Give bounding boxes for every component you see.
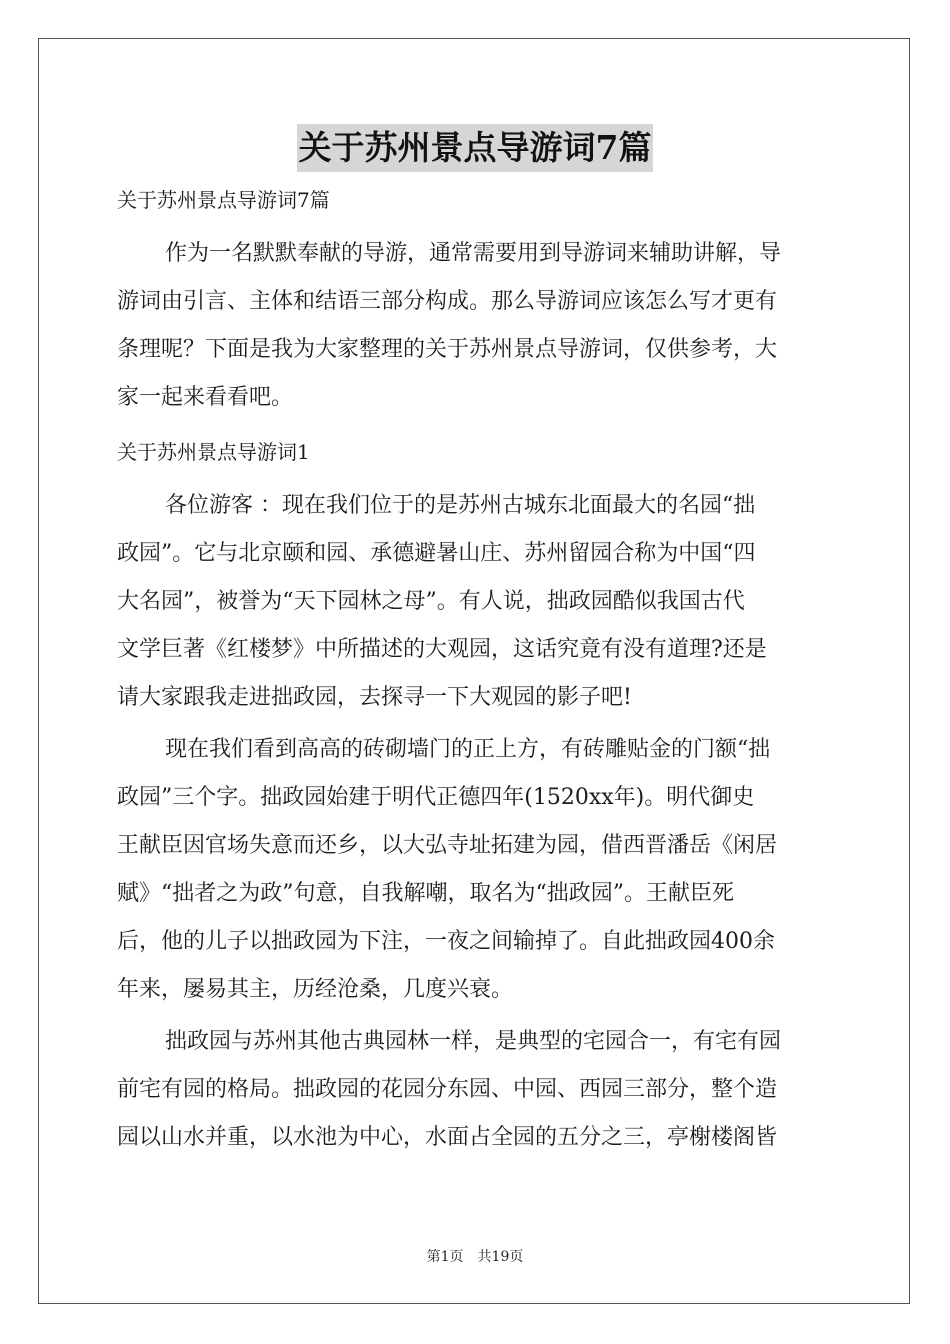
paragraph-line: 条理呢？下面是我为大家整理的关于苏州景点导游词，仅供参考，大 — [117, 337, 778, 362]
paragraph-line: 政园”三个字。拙政园始建于明代正德四年(1520xx年)。明代御史 — [117, 785, 755, 810]
page-footer — [0, 1246, 950, 1266]
paragraph-line: 游词由引言、主体和结语三部分构成。那么导游词应该怎么写才更有 — [117, 289, 778, 314]
intro-paragraph — [117, 230, 837, 422]
document-body — [117, 176, 837, 1162]
paragraph-line: 园以山水并重，以水池为中心，水面占全园的五分之三，亭榭楼阁皆 — [117, 1125, 778, 1150]
paragraph-line: 赋》“拙者之为政”句意，自我解嘲，取名为“拙政园”。王献臣死 — [117, 881, 734, 906]
section-heading: 关于苏州景点导游词1 — [117, 440, 310, 464]
paragraph-line: 拙政园与苏州其他古典园林一样，是典型的宅园合一，有宅有园 — [165, 1029, 782, 1054]
paragraph-line: 各位游客 ：现在我们位于的是苏州古城东北面最大的名园“拙 — [165, 493, 756, 518]
paragraph-line: 大名园”，被誉为“天下园林之母”。有人说，拙政园酷似我国古代 — [117, 589, 745, 614]
paragraph-2 — [117, 726, 837, 1014]
paragraph-line: 前宅有园的格局。拙政园的花园分东园、中园、西园三部分，整个造 — [117, 1077, 778, 1102]
document-subtitle: 关于苏州景点导游词7篇 — [117, 188, 330, 212]
paragraph-line: 文学巨著《红楼梦》中所描述的大观园，这话究竟有没有道理?还是 — [117, 637, 767, 662]
paragraph-line: 王献臣因官场失意而还乡，以大弘寺址拓建为园，借西晋潘岳《闲居 — [117, 833, 778, 858]
title-wrap — [0, 124, 950, 172]
paragraph-line: 请大家跟我走进拙政园，去探寻一下大观园的影子吧! — [117, 685, 632, 710]
document-title: 关于苏州景点导游词7篇 — [297, 124, 654, 172]
paragraph-line: 政园”。它与北京颐和园、承德避暑山庄、苏州留园合称为中国“四 — [117, 541, 756, 566]
paragraph-line: 后，他的儿子以拙政园为下注，一夜之间输掉了。自此拙政园400余 — [117, 929, 775, 954]
paragraph-3 — [117, 1018, 837, 1162]
paragraph-line: 现在我们看到高高的砖砌墙门的正上方，有砖雕贴金的门额“拙 — [165, 737, 771, 762]
paragraph-1 — [117, 482, 837, 722]
page-total: 共19页 — [477, 1249, 524, 1265]
page-number: 第1页 — [426, 1249, 464, 1265]
paragraph-line: 家一起来看看吧。 — [117, 385, 294, 410]
paragraph-line: 作为一名默默奉献的导游，通常需要用到导游词来辅助讲解，导 — [165, 241, 782, 266]
paragraph-line: 年来，屡易其主，历经沧桑，几度兴衰。 — [117, 977, 514, 1002]
